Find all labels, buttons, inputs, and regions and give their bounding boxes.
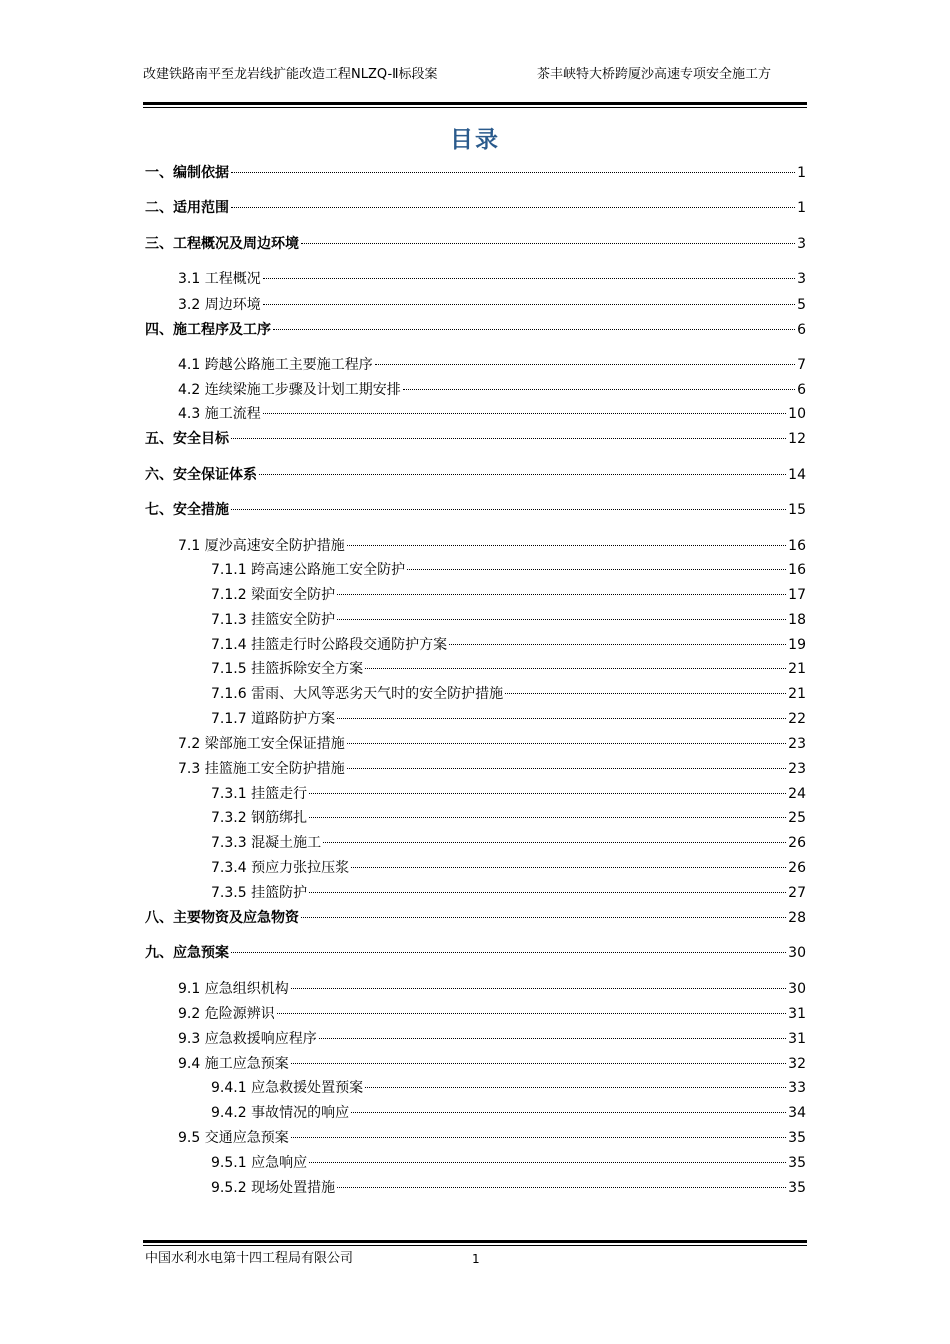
toc-entry-label: 7.3.2 钢筋绑扎 (211, 810, 308, 826)
header-document-title: 茶丰峡特大桥跨厦沙高速专项安全施工方 (537, 67, 772, 82)
toc-dot-leader (449, 643, 786, 645)
toc-entry[interactable] (211, 1103, 806, 1123)
toc-entry[interactable] (178, 1029, 806, 1049)
toc-entry[interactable] (178, 734, 806, 754)
toc-entry-page: 19 (788, 637, 806, 653)
toc-dot-leader (291, 1136, 786, 1138)
toc-dot-leader (263, 303, 795, 305)
toc-entry-page: 21 (788, 661, 806, 677)
toc-entry-page: 15 (788, 502, 806, 518)
toc-entry-page: 32 (788, 1056, 806, 1072)
toc-entry-page: 35 (788, 1180, 806, 1196)
toc-dot-leader (231, 437, 786, 439)
toc-entry-page: 21 (788, 686, 806, 702)
toc-entry-label: 7.3.4 预应力张拉压浆 (211, 860, 350, 876)
toc-entry-label: 7.3.1 挂篮走行 (211, 786, 308, 802)
toc-dot-leader (337, 618, 786, 620)
toc-entry[interactable] (178, 1128, 806, 1148)
toc-title: 目录 (450, 127, 500, 153)
toc-entry-label: 9.4.1 应急救援处置预案 (211, 1080, 364, 1096)
toc-entry[interactable] (211, 833, 806, 853)
toc-entry-label: 一、编制依据 (145, 165, 229, 181)
toc-entry[interactable] (145, 198, 806, 218)
toc-dot-leader (365, 1086, 786, 1088)
toc-entry-label: 八、主要物资及应急物资 (145, 910, 299, 926)
toc-dot-leader (319, 1037, 786, 1039)
toc-dot-leader (309, 1161, 786, 1163)
footer-divider-thin (143, 1245, 807, 1246)
toc-dot-leader (309, 816, 786, 818)
toc-entry[interactable] (178, 979, 806, 999)
toc-entry-page: 6 (797, 322, 806, 338)
toc-entry[interactable] (211, 659, 806, 679)
toc-entry-page: 3 (797, 271, 806, 287)
toc-entry[interactable] (211, 1178, 806, 1198)
toc-entry-label: 9.5.1 应急响应 (211, 1155, 308, 1171)
toc-entry-page: 12 (788, 431, 806, 447)
toc-entry-label: 7.1.2 梁面安全防护 (211, 587, 336, 603)
toc-entry[interactable] (211, 808, 806, 828)
toc-entry[interactable] (178, 269, 806, 289)
toc-entry-label: 7.3.5 挂篮防护 (211, 885, 308, 901)
footer-company: 中国水利水电第十四工程局有限公司 (145, 1251, 354, 1266)
toc-entry-page: 30 (788, 945, 806, 961)
toc-entry[interactable] (178, 536, 806, 556)
toc-entry-page: 7 (797, 357, 806, 373)
toc-entry[interactable] (178, 759, 806, 779)
toc-entry-page: 26 (788, 860, 806, 876)
toc-entry[interactable] (145, 320, 806, 340)
toc-entry-label: 七、安全措施 (145, 502, 229, 518)
toc-entry-label: 9.4 施工应急预案 (178, 1056, 289, 1072)
toc-entry-label: 4.2 连续梁施工步骤及计划工期安排 (178, 382, 401, 398)
toc-entry-label: 四、施工程序及工序 (145, 322, 271, 338)
toc-entry[interactable] (178, 380, 806, 400)
toc-entry[interactable] (211, 784, 806, 804)
toc-dot-leader (403, 388, 795, 390)
toc-entry-label: 3.1 工程概况 (178, 271, 261, 287)
toc-entry-page: 6 (797, 382, 806, 398)
toc-dot-leader (365, 667, 786, 669)
toc-entry-page: 35 (788, 1130, 806, 1146)
toc-entry-label: 4.3 施工流程 (178, 406, 261, 422)
toc-dot-leader (347, 767, 786, 769)
toc-dot-leader (351, 1111, 786, 1113)
toc-entry-page: 23 (788, 761, 806, 777)
toc-dot-leader (273, 328, 795, 330)
toc-dot-leader (375, 363, 795, 365)
toc-dot-leader (301, 916, 786, 918)
toc-entry-page: 23 (788, 736, 806, 752)
toc-entry[interactable] (211, 585, 806, 605)
toc-dot-leader (309, 792, 786, 794)
toc-entry-label: 二、适用范围 (145, 200, 229, 216)
toc-entry-label: 9.3 应急救援响应程序 (178, 1031, 317, 1047)
toc-entry-page: 1 (797, 200, 806, 216)
toc-dot-leader (407, 568, 786, 570)
toc-entry-page: 10 (788, 406, 806, 422)
toc-dot-leader (337, 1186, 786, 1188)
toc-entry-page: 16 (788, 562, 806, 578)
footer-divider (143, 1240, 807, 1243)
toc-entry-page: 33 (788, 1080, 806, 1096)
toc-dot-leader (337, 717, 786, 719)
toc-dot-leader (351, 866, 786, 868)
toc-dot-leader (323, 841, 786, 843)
toc-entry-page: 28 (788, 910, 806, 926)
toc-entry-label: 六、安全保证体系 (145, 467, 257, 483)
toc-entry-label: 4.1 跨越公路施工主要施工程序 (178, 357, 373, 373)
toc-entry-label: 7.1 厦沙高速安全防护措施 (178, 538, 345, 554)
toc-entry-label: 9.2 危险源辨识 (178, 1006, 275, 1022)
toc-entry-label: 三、工程概况及周边环境 (145, 236, 299, 252)
toc-entry-label: 9.4.2 事故情况的响应 (211, 1105, 350, 1121)
toc-entry-page: 18 (788, 612, 806, 628)
toc-entry-label: 7.1.6 雷雨、大风等恶劣天气时的安全防护措施 (211, 686, 504, 702)
toc-dot-leader (347, 544, 786, 546)
toc-entry-page: 16 (788, 538, 806, 554)
toc-dot-leader (291, 1062, 786, 1064)
toc-entry[interactable] (145, 465, 806, 485)
toc-entry-label: 7.3 挂篮施工安全防护措施 (178, 761, 345, 777)
toc-entry[interactable] (178, 1054, 806, 1074)
toc-entry[interactable] (211, 610, 806, 630)
toc-entry[interactable] (211, 1153, 806, 1173)
toc-entry-label: 7.2 梁部施工安全保证措施 (178, 736, 345, 752)
toc-entry[interactable] (211, 684, 806, 704)
toc-dot-leader (505, 692, 786, 694)
toc-entry[interactable] (145, 908, 806, 928)
toc-dot-leader (309, 891, 786, 893)
toc-entry-page: 25 (788, 810, 806, 826)
toc-entry-label: 3.2 周边环境 (178, 297, 261, 313)
toc-entry-page: 27 (788, 885, 806, 901)
toc-dot-leader (231, 206, 795, 208)
toc-entry-label: 7.1.1 跨高速公路施工安全防护 (211, 562, 406, 578)
toc-entry[interactable] (178, 404, 806, 424)
toc-entry-page: 14 (788, 467, 806, 483)
header-project-title: 改建铁路南平至龙岩线扩能改造工程NLZQ-Ⅱ标段案 (143, 67, 438, 82)
toc-entry[interactable] (211, 635, 806, 655)
toc-entry-page: 31 (788, 1006, 806, 1022)
toc-dot-leader (347, 742, 786, 744)
toc-entry-label: 9.5.2 现场处置措施 (211, 1180, 336, 1196)
toc-dot-leader (231, 508, 786, 510)
toc-entry[interactable] (178, 355, 806, 375)
toc-entry-label: 九、应急预案 (145, 945, 229, 961)
toc-dot-leader (259, 473, 786, 475)
toc-entry-page: 26 (788, 835, 806, 851)
toc-entry-label: 7.1.5 挂篮拆除安全方案 (211, 661, 364, 677)
toc-dot-leader (291, 987, 786, 989)
toc-dot-leader (301, 242, 795, 244)
toc-entry-page: 35 (788, 1155, 806, 1171)
toc-entry[interactable] (211, 1078, 806, 1098)
toc-entry[interactable] (178, 1004, 806, 1024)
toc-dot-leader (263, 412, 786, 414)
toc-entry-page: 30 (788, 981, 806, 997)
toc-entry-label: 7.1.4 挂篮走行时公路段交通防护方案 (211, 637, 448, 653)
toc-entry[interactable] (211, 560, 806, 580)
toc-entry-page: 17 (788, 587, 806, 603)
toc-entry-page: 22 (788, 711, 806, 727)
toc-entry[interactable] (145, 234, 806, 254)
toc-dot-leader (337, 593, 786, 595)
toc-entry-page: 3 (797, 236, 806, 252)
toc-dot-leader (277, 1012, 786, 1014)
toc-entry-page: 1 (797, 165, 806, 181)
toc-dot-leader (263, 277, 795, 279)
toc-entry-label: 五、安全目标 (145, 431, 229, 447)
toc-entry-label: 9.5 交通应急预案 (178, 1130, 289, 1146)
toc-entry-page: 31 (788, 1031, 806, 1047)
toc-entry-page: 34 (788, 1105, 806, 1121)
toc-entry-page: 24 (788, 786, 806, 802)
toc-entry[interactable] (145, 429, 806, 449)
toc-entry-label: 7.3.3 混凝土施工 (211, 835, 322, 851)
toc-entry-label: 7.1.3 挂篮安全防护 (211, 612, 336, 628)
footer-page-number: 1 (472, 1252, 480, 1266)
toc-dot-leader (231, 951, 786, 953)
toc-entry[interactable] (178, 295, 806, 315)
toc-entry[interactable] (211, 858, 806, 878)
toc-entry[interactable] (145, 500, 806, 520)
toc-entry[interactable] (145, 943, 806, 963)
toc-dot-leader (231, 171, 795, 173)
toc-entry[interactable] (211, 883, 806, 903)
toc-entry[interactable] (211, 709, 806, 729)
toc-entry-label: 9.1 应急组织机构 (178, 981, 289, 997)
toc-entry[interactable] (145, 163, 806, 183)
toc-entry-page: 5 (797, 297, 806, 313)
toc-entry-label: 7.1.7 道路防护方案 (211, 711, 336, 727)
